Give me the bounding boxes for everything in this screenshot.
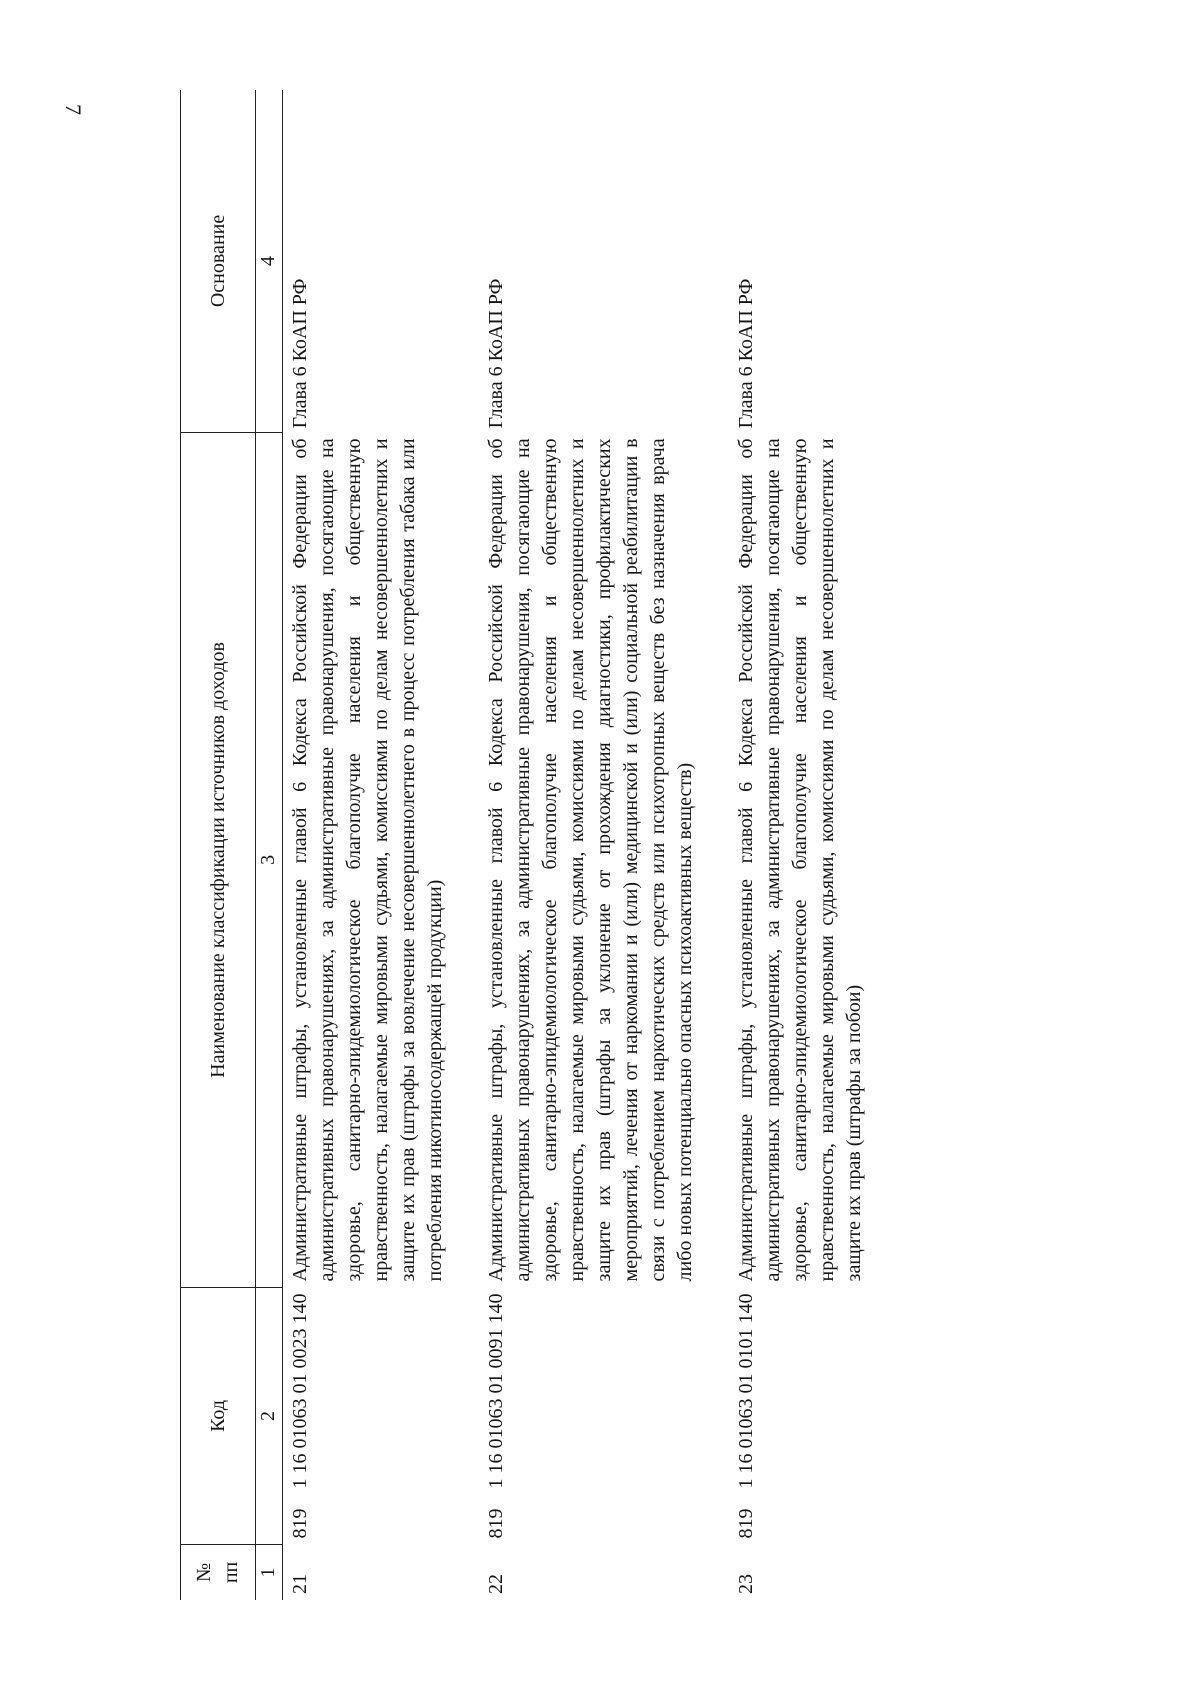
admin-code: 819 (485, 1508, 507, 1539)
row-name: Административные штрафы, установленные главой 6 Кодекса Российской Федерации об административных правонарушениях, за административные правонарушения, посягающие на здоровье, санитарно-эпидемиологическое благополучие населения и общественную нравственность, налагаемые мировыми судьями, комиссиями по делам несовершеннолетних и защите их прав (штрафы за вовлечение несовершеннолетнего в процесс потребления табака или потребления никотиносодержащей продукции) (289, 438, 446, 1282)
row-name: Административные штрафы, установленные главой 6 Кодекса Российской Федерации об административных правонарушениях, за административные правонарушения, посягающие на здоровье, санитарно-эпидемиологическое благополучие населения и общественную нравственность, налагаемые мировыми судьями, комиссиями по делам несовершеннолетних и защите их прав (штрафы за побои) (735, 438, 865, 1282)
column-number-1: 1 (256, 1544, 283, 1600)
revenue-classification-table (180, 90, 868, 1600)
header-number-label: № пп (193, 1561, 242, 1584)
row-basis: Глава 6 КоАП РФ (289, 278, 311, 429)
header-code: Код (181, 1287, 256, 1544)
row-number: 23 (735, 1574, 757, 1594)
column-number-4: 4 (256, 90, 283, 432)
column-number-2: 2 (256, 1287, 283, 1544)
classification-code: 1 16 01063 01 0091 140 (485, 1293, 507, 1489)
header-basis: Основание (206, 214, 229, 308)
row-number: 22 (485, 1574, 507, 1594)
header-number (181, 1544, 256, 1600)
classification-code: 1 16 01063 01 0101 140 (735, 1293, 757, 1489)
row-number: 21 (289, 1574, 311, 1594)
classification-code: 1 16 01063 01 0023 140 (289, 1293, 311, 1489)
row-code (283, 1287, 450, 1544)
row-basis: Глава 6 КоАП РФ (735, 278, 757, 429)
column-number-3: 3 (256, 432, 283, 1287)
rotated-table-sheet (180, 90, 1080, 1600)
admin-code: 819 (735, 1508, 757, 1539)
header-name: Наименование классификации источников доходов (181, 432, 256, 1287)
row-basis: Глава 6 КоАП РФ (485, 278, 507, 429)
row-code (479, 1287, 699, 1544)
table-row (283, 90, 450, 1600)
row-code (729, 1287, 868, 1544)
table-row (479, 90, 699, 1600)
page-number: 7 (61, 104, 86, 115)
row-name: Административные штрафы, установленные главой 6 Кодекса Российской Федерации об административных правонарушениях, за административные правонарушения, посягающие на здоровье, санитарно-эпидемиологическое благополучие населения и общественную нравственность, налагаемые мировыми судьями, комиссиями по делам несовершеннолетних и защите их прав (штрафы за уклонение от прохождения диагностики, профилактических мероприятий, лечения от наркомании и (или) медицинской и (или) социальной реабилитации в связи с потреблением наркотических средств или психотропных веществ без назначения врача либо новых потенциально опасных психоактивных веществ) (485, 438, 696, 1282)
admin-code: 819 (289, 1508, 311, 1539)
table-row (729, 90, 868, 1600)
